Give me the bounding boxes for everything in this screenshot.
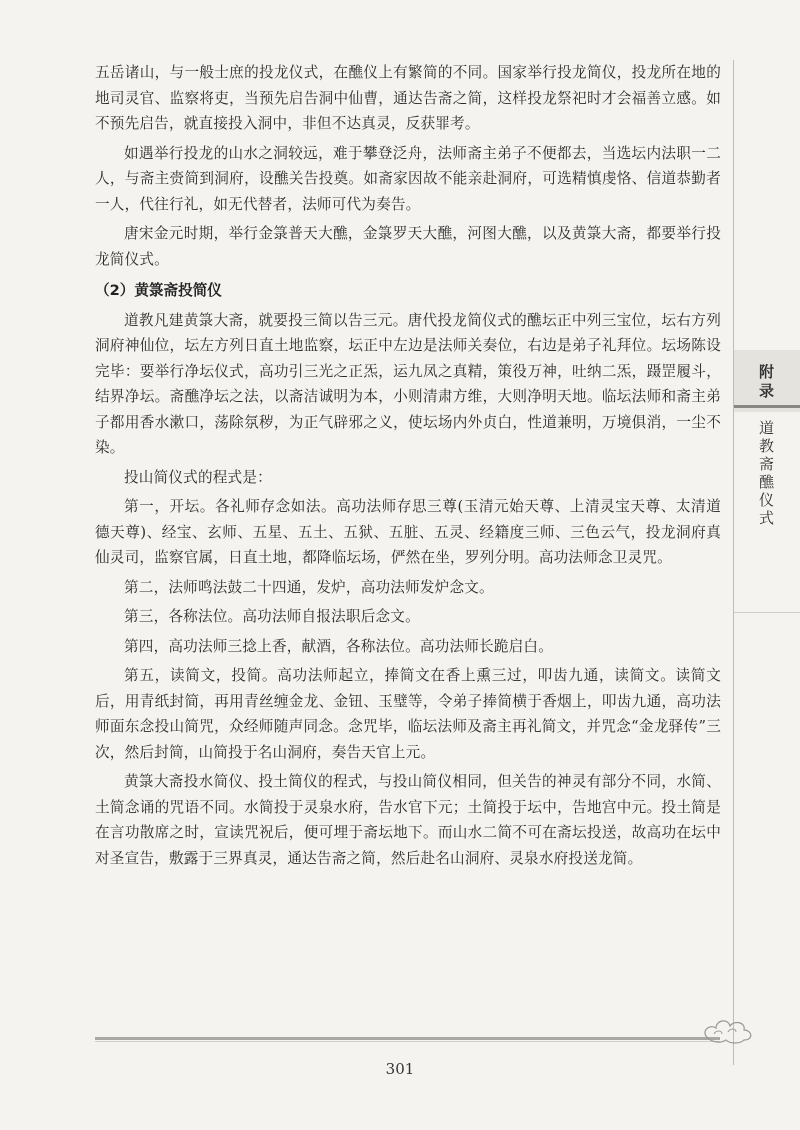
side-tab-category: 附录 xyxy=(757,364,775,402)
paragraph-4: 道教凡建黄箓大斋，就要投三简以告三元。唐代投龙简仪式的醮坛正中列三宝位，坛右方列洞府神仙位，坛左方列日直土地监察，坛正中左边是法师关奏位，右边是弟子礼拜位。坛场陈设完毕：要举行净坛仪式，高功引三光之正炁，运九凤之真精，策役万神，吐纳二炁，蹑罡履斗，结界净坛。斋醮净坛之法，以斋洁诚明为本，小则清肃方维，大则净明天地。临坛法师和斋主弟子都用香水漱口，荡除氛秽，为正气辟邪之义，使坛场内外贞白，性道兼明，万境俱消，一尘不染。 xyxy=(95,311,721,456)
cloud-ornament-icon xyxy=(700,1012,756,1048)
paragraph-6: 第一，开坛。各礼师存念如法。高功法师存思三尊(玉清元始天尊、上清灵宝天尊、太清道德天尊)、经宝、玄师、五星、五土、五狱、五脏、五灵、经籍度三师、三色云气，投龙洞府真仙灵司，监察官属，日直土地，都降临坛场，俨然在坐，罗列分明。高功法师念卫灵咒。 xyxy=(95,498,721,566)
paragraph-9: 第四，高功法师三捻上香，献酒，各称法位。高功法师长跪启白。 xyxy=(124,637,554,655)
body-text xyxy=(95,60,721,875)
footer-rule xyxy=(95,1037,720,1040)
paragraph-2: 如遇举行投龙的山水之洞较远，难于攀登泛舟，法师斋主弟子不便都去，当选坛内法职一二人，与斋主赍简到洞府，设醮关告投奠。如斋家因故不能亲赴洞府，可选精慎虔恪、信道恭勤者一人，代往行礼，如无代替者，法师可代为奏告。 xyxy=(95,144,721,213)
paragraph-11: 黄箓大斋投水简仪、投土简仪的程式，与投山简仪相同，但关告的神灵有部分不同，水简、土简念诵的咒语不同。水简投于灵泉水府，告水官下元；土简投于坛中，告地宫中元。投土简是在言功散席之时，宣读咒祝后，便可埋于斋坛地下。而山水二简不可在斋坛投送，故高功在坛中对圣宣告，敷露于三界真灵，通达告斋之简，然后赴名山洞府、灵泉水府投送龙简。 xyxy=(95,773,721,867)
paragraph-5: 投山简仪式的程式是： xyxy=(124,468,272,486)
paragraph-8: 第三，各称法位。高功法师自报法职后念文。 xyxy=(124,608,420,625)
paragraph-7: 第二，法师鸣法鼓二十四通，发炉，高功法师发炉念文。 xyxy=(124,578,494,596)
side-margin-rule xyxy=(733,60,734,1065)
paragraph-3: 唐宋金元时期，举行金箓普天大醮，金箓罗天大醮，河图大醮，以及黄箓大斋，都要举行投龙简仪式。 xyxy=(95,225,721,268)
section-heading: （2）黄箓斋投简仪 xyxy=(95,282,222,299)
side-tab-strip xyxy=(734,405,800,408)
side-tab-section: 道教斋醮仪式 xyxy=(757,420,775,528)
footer-rule-thin xyxy=(95,1041,720,1042)
paragraph-1: 五岳诸山，与一般士庶的投龙仪式，在醮仪上有繁简的不同。国家举行投龙简仪，投龙所在地的地司灵官、监察将吏，当预先启告洞中仙曹，通达告斋之简，这样投龙祭祀时才会福善立感。如不预先启告，就直接投入洞中，非但不达真灵，反获罪考。 xyxy=(95,64,721,132)
page-number: 301 xyxy=(385,1060,415,1078)
paragraph-10: 第五，读简文，投简。高功法师起立，捧简文在香上熏三过，叩齿九通，读简文。读简文后，用青纸封简，再用青丝缠金龙、金钮、玉璧等，令弟子捧简横于香烟上，叩齿九通，高功法师面东念投山简咒，众经师随声同念。念咒毕，临坛法师及斋主再礼简文，并咒念“金龙驿传”三次，然后封简，山简投于名山洞府，奏告天官上元。 xyxy=(95,667,721,761)
side-separator xyxy=(734,612,800,613)
